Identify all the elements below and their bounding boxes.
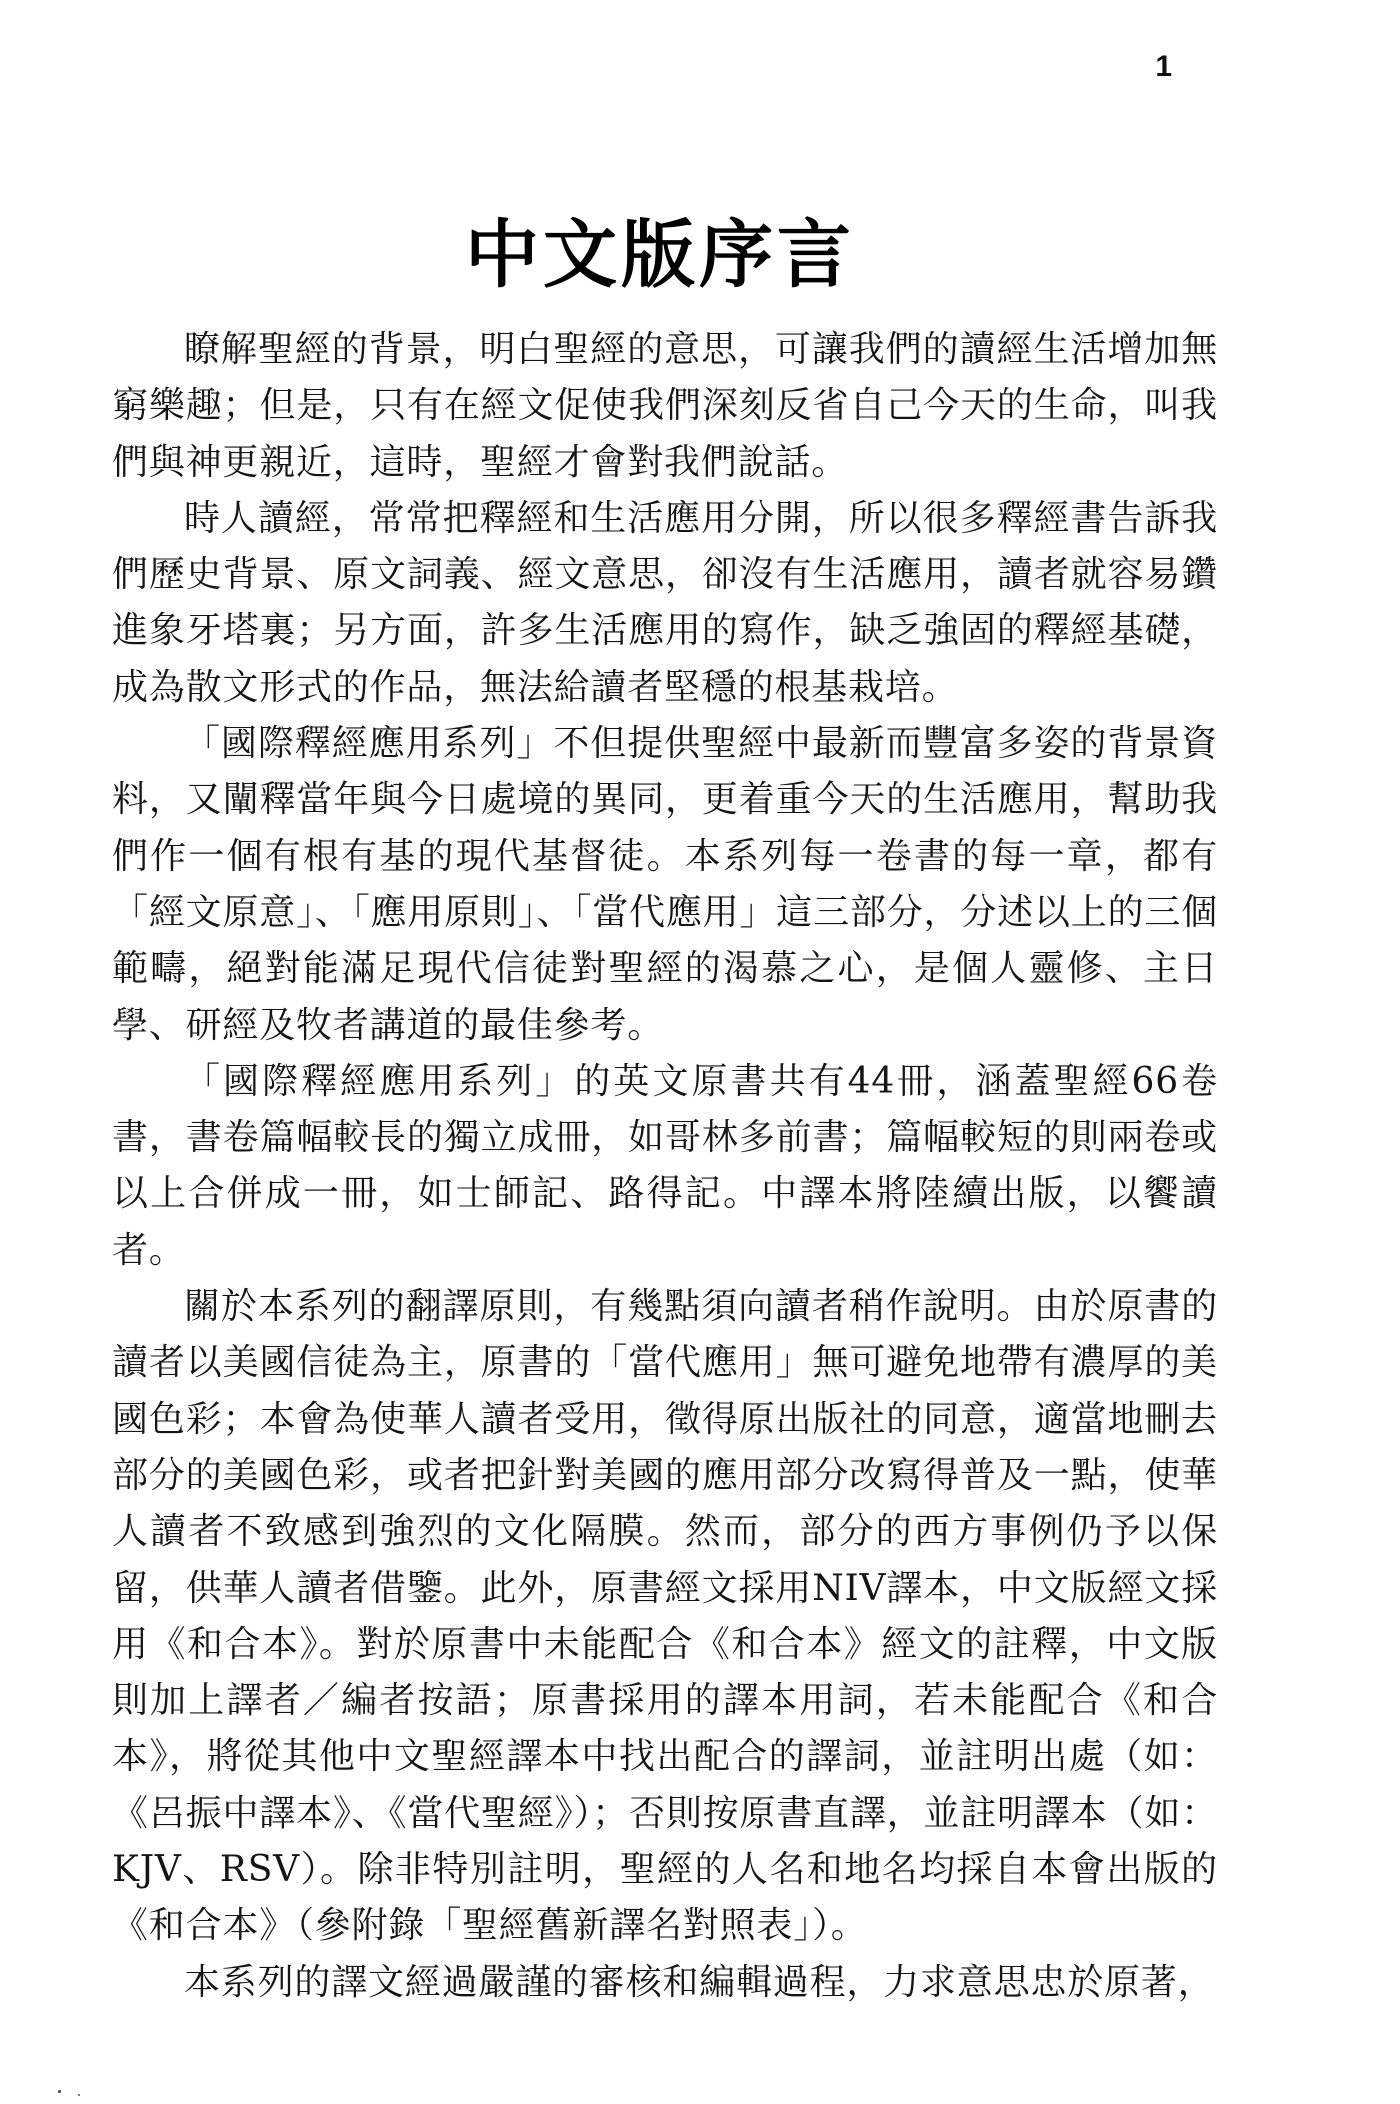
- paragraph-3: 「國際釋經應用系列」不但提供聖經中最新而豐富多姿的背景資料，又闡釋當年與今日處境的異同，更着重今天的生活應用，幫助我們作一個有根有基的現代基督徒。本系列每一卷書的每一章，都有「經文原意」、「應用原則」、「當代應用」這三部分，分述以上的三個範疇，絕對能滿足現代信徒對聖經的渴慕之心，是個人靈修、主日學、研經及牧者講道的最佳參考。: [112, 723, 1218, 1046]
- paragraph-4: 「國際釋經應用系列」的英文原書共有44冊，涵蓋聖經66卷書，書卷篇幅較長的獨立成冊，如哥林多前書；篇幅較短的則兩卷或以上合併成一冊，如士師記、路得記。中譯本將陸續出版，以饗讀者。: [112, 1060, 1218, 1271]
- paragraph-5: 關於本系列的翻譯原則，有幾點須向讀者稍作說明。由於原書的讀者以美國信徒為主，原書的「當代應用」無可避免地帶有濃厚的美國色彩；本會為使華人讀者受用，徵得原出版社的同意，適當地刪去部分的美國色彩，或者把針對美國的應用部分改寫得普及一點，使華人讀者不致感到強烈的文化隔膜。然而，部分的西方事例仍予以保留，供華人讀者借鑒。此外，原書經文採用NIV譯本，中文版經文採用《和合本》。對於原書中未能配合《和合本》經文的註釋，中文版則加上譯者／編者按語；原書採用的譯本用詞，若未能配合《和合本》，將從其他中文聖經譯本中找出配合的譯詞，並註明出處（如：《呂振中譯本》、《當代聖經》）；否則按原書直譯，並註明譯本（如：KJV、RSV）。除非特別註明，聖經的人名和地名均採自本會出版的《和合本》（參附錄「聖經舊新譯名對照表」）。: [112, 1286, 1218, 1947]
- paragraph-6: 本系列的譯文經過嚴謹的審核和編輯過程，力求意思忠於原著，: [184, 1961, 1215, 2003]
- page-number: 1: [1155, 50, 1172, 83]
- paragraph-1: 瞭解聖經的背景，明白聖經的意思，可讓我們的讀經生活增加無窮樂趣；但是，只有在經文促使我們深刻反省自己今天的生命，叫我們與神更親近，這時，聖經才會對我們說話。: [112, 329, 1218, 483]
- scan-speck: [78, 2094, 80, 2096]
- scan-speck: [58, 2090, 61, 2093]
- paragraph-2: 時人讀經，常常把釋經和生活應用分開，所以很多釋經書告訴我們歷史背景、原文詞義、經文意思，卻沒有生活應用，讀者就容易鑽進象牙塔裏；另方面，許多生活應用的寫作，缺乏強固的釋經基礎，成為散文形式的作品，無法給讀者堅穩的根基栽培。: [112, 497, 1218, 708]
- body-text: [112, 322, 1218, 2011]
- page-title: 中文版序言: [465, 211, 855, 298]
